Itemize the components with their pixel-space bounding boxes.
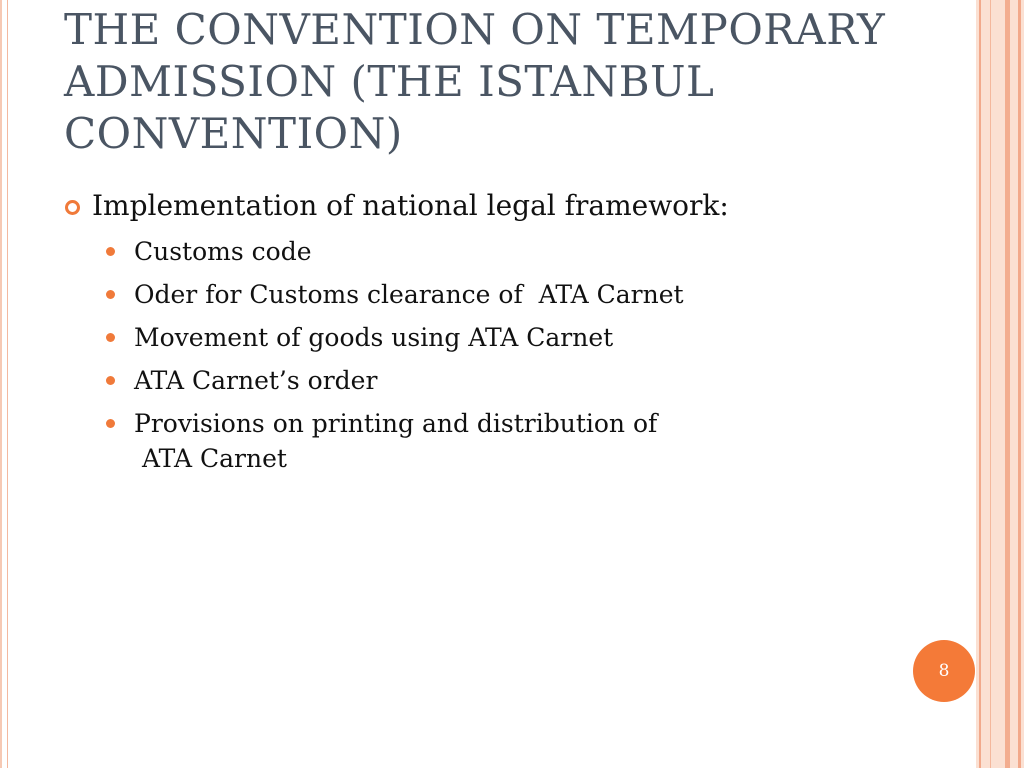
right-border-line bbox=[1005, 0, 1010, 768]
dot-bullet-icon bbox=[106, 247, 115, 256]
right-border-line bbox=[979, 0, 981, 768]
sub-bullet-text: Oder for Customs clearance of ATA Carnet bbox=[134, 280, 684, 309]
sub-bullet-text: Movement of goods using ATA Carnet bbox=[134, 323, 614, 352]
dot-bullet-icon bbox=[106, 419, 115, 428]
bullet-list bbox=[64, 186, 944, 484]
bullet-item bbox=[64, 186, 944, 226]
sub-bullet-list bbox=[64, 234, 944, 476]
sub-bullet-text: ATA Carnet’s order bbox=[134, 366, 378, 395]
dot-bullet-icon bbox=[106, 333, 115, 342]
dot-bullet-icon bbox=[106, 290, 115, 299]
sub-bullet-item bbox=[106, 320, 944, 355]
slide-title: THE CONVENTION ON TEMPORARY ADMISSION (THE ISTANBUL CONVENTION) bbox=[64, 5, 886, 158]
sub-bullet-text: Provisions on printing and distribution of bbox=[134, 409, 658, 438]
bullet-text: Implementation of national legal framework: bbox=[92, 189, 729, 222]
ring-bullet-icon bbox=[65, 200, 80, 215]
sub-bullet-item bbox=[106, 406, 944, 476]
right-border-line bbox=[990, 0, 991, 768]
sub-bullet-item bbox=[106, 277, 944, 312]
page-number: 8 bbox=[938, 661, 950, 681]
left-border-line bbox=[7, 0, 8, 768]
right-border-line bbox=[1018, 0, 1021, 768]
dot-bullet-icon bbox=[106, 376, 115, 385]
sub-bullet-item bbox=[106, 363, 944, 398]
right-decorative-band bbox=[976, 0, 1024, 768]
left-border-line bbox=[0, 0, 2, 768]
sub-bullet-text: Customs code bbox=[134, 237, 312, 266]
sub-bullet-continuation: ATA Carnet bbox=[142, 444, 287, 473]
page-number-badge bbox=[913, 640, 975, 702]
sub-bullet-item bbox=[106, 234, 944, 269]
